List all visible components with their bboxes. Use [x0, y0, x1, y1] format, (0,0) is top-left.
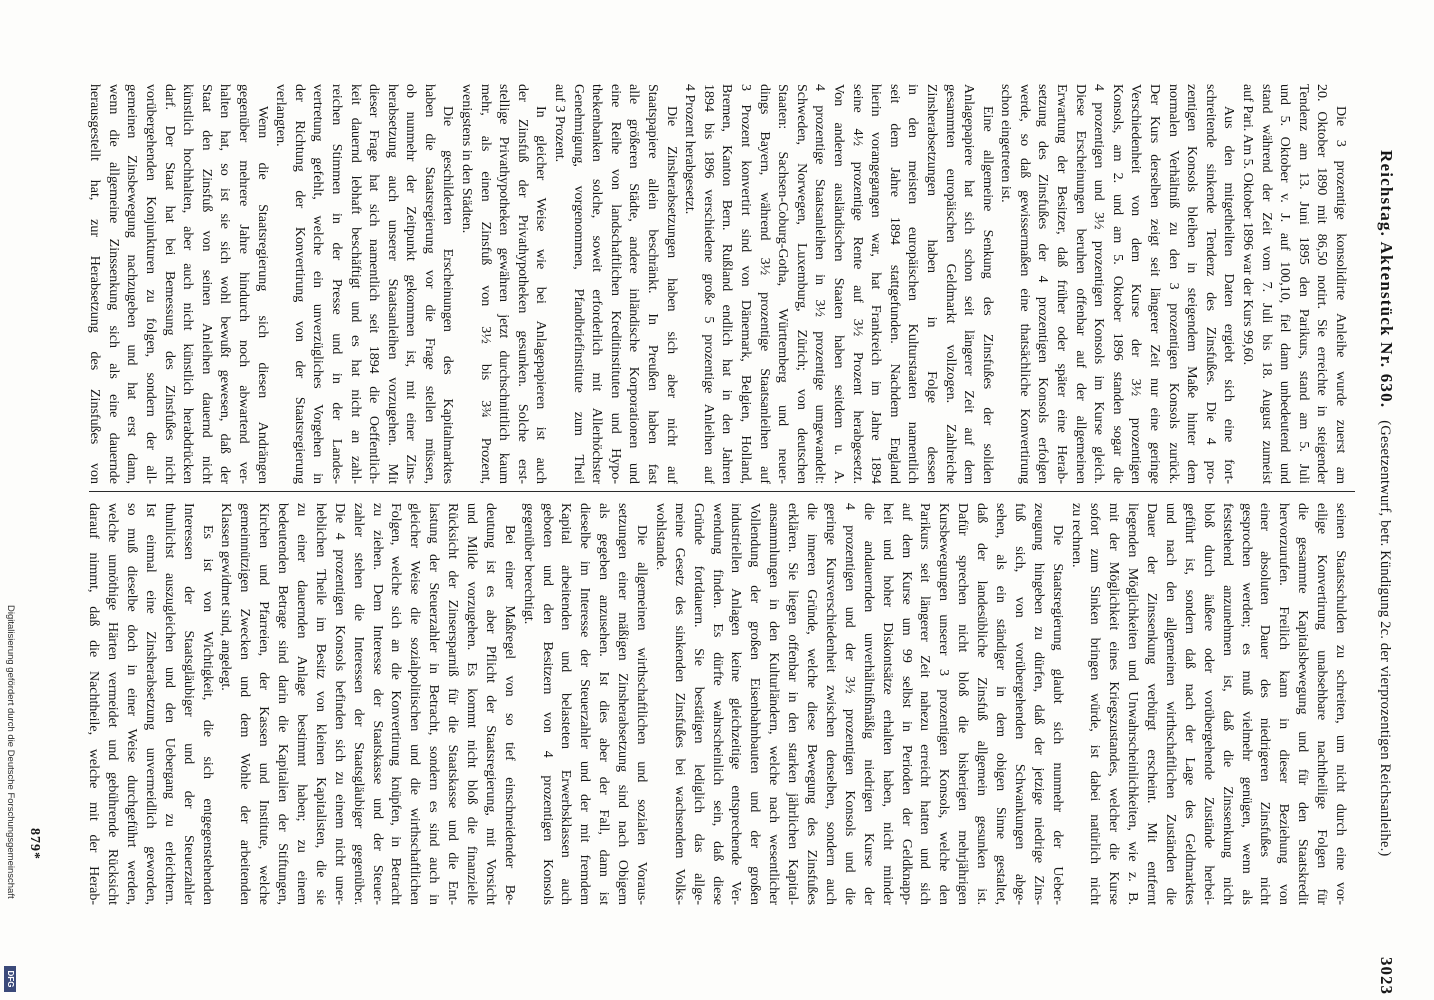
text-line: so muß dieselbe doch in einer Weise durchgeführt werden, [124, 503, 139, 905]
dfg-logo-icon: DFG [4, 966, 16, 992]
text-line: deutung ist es aber Pflicht der Staatsregierung, mit Vorsicht [482, 503, 498, 905]
text-line: Klassen gewidmet sind, angelegt. [218, 503, 234, 691]
text-line: darf. Der Staat hat bei Bemessung des Zinsfußes nicht [161, 84, 177, 484]
text-line: zahler stehen die Interessen der Staatsgläubiger gegenüber. [350, 503, 366, 905]
text-line: Vollendung der großen Eisenbahnbauten und der großen [747, 503, 763, 905]
text-line: herausgestellt hat, zur Herabsetzung des Zinsfußes von [87, 84, 103, 484]
text-line: Interessen der Staatsgläubiger und der Steuerzahler [180, 503, 196, 905]
text-line: der Richtung der Konvertirung von der Staatsregierung [291, 84, 307, 484]
text-line: vertretung gefehlt, welche ein unverzügliches Vorgehen in [310, 84, 326, 484]
text-line: Die 4 prozentigen Konsols befinden sich zu einem nicht uner- [331, 503, 347, 905]
text-line: hierin vorangegangen war, hat Frankreich im Jahre 1894 [868, 84, 884, 484]
text-line: gemeinnützigen Zwecken und dem Wohle der arbeitenden [237, 503, 253, 905]
text-line: schon eingetreten ist. [998, 84, 1014, 203]
column-divider [89, 491, 1355, 492]
text-line: alle größeren Städte, andere inländische Korporationen und [626, 84, 642, 484]
text-line: zu einer dauernden Anlage bestimmt haben; zu einem [294, 503, 310, 905]
text-line: keit dauernd lebhaft beschäftigt und es hat nicht an zahl- [347, 84, 363, 484]
text-line: Zinsherabsetzungen haben in Folge dessen [923, 84, 939, 484]
text-line: Rücksicht der Zinsersparniß für die Staatskasse und die Ent- [445, 503, 461, 905]
text-line: ob nunmehr der Zeitpunkt gekommen ist, mit einer Zins- [403, 84, 419, 484]
text-line: gegenüber berechtigt. [520, 503, 536, 625]
text-line: eine Reihe von landschaftlichen Kreditinstituten und Hypo- [607, 84, 623, 484]
text-line: und 5. Oktober v. J. auf 100,10, fiel dann unbedeutend und [1277, 84, 1293, 484]
text-line: welche unnöthige Härten vermeidet und gebührende Rücksicht [105, 503, 121, 905]
text-line: Dauer der Zinssenkung verbürgt erscheint. Mit entfernt [1144, 503, 1160, 905]
text-line: seit dem Jahre 1894 stattgefunden. Nachdem England [886, 84, 902, 484]
text-line: zu rechnen. [1068, 503, 1084, 568]
text-line: einer absoluten Dauer des niedrigeren Zinsfußes nicht [1257, 503, 1273, 905]
text-line: Dafür sprechen nicht bloß die bisherigen mehrjährigen [955, 503, 971, 905]
text-line: und Milde vorzugehen. Es kommt nicht bloß die finanzielle [464, 503, 480, 905]
text-line: schreitende sinkende Tendenz des Zinsfußes. Die 4 pro- [1202, 84, 1218, 484]
text-line: seine 4½ prozentige Rente auf 3½ Prozent herabgesetzt. [849, 84, 865, 484]
text-line: 4 prozentige Staatsanleihen in 3½ prozentige umgewandelt: [812, 84, 828, 484]
text-line: wohlstande. [652, 503, 668, 571]
text-line: 3 Prozent konvertirt sind von Dänemark, Belgien, Holland, [738, 84, 753, 484]
text-line: Tendenz am 13. Juni 1895 den Parikurs, stand am 5. Juli [1295, 84, 1311, 484]
text-line: fuß sich, von vorübergehenden Schwankungen abge- [1011, 503, 1027, 905]
text-line: thekenbanken solche, soweit erforderlich mit Allerhöchster [589, 84, 605, 484]
text-line: normalen Verhältniß zu den 3 prozentigen Konsols zurück. [1165, 84, 1181, 484]
text-line: hervorzurufen. Freilich kann in dieser Beziehung von [1276, 503, 1292, 905]
text-line: daß der landesübliche Zinsfuß allgemein gesunken ist. [974, 503, 990, 905]
paragraph [457, 84, 550, 484]
text-line: mehr, als einen Zinsfuß von 3½ bis 3¾ Prozent, [477, 84, 493, 484]
text-line: seinen Staatsschulden zu schreiten, um nicht durch eine vor- [1333, 503, 1348, 905]
text-line: In gleicher Weise wie bei Anlagepapieren ist auch [533, 106, 549, 484]
paragraph [680, 84, 996, 484]
text-line: Die 3 prozentige konsolidirte Anleihe wurde zuerst am [1333, 106, 1348, 484]
text-line: Schweden, Norwegen, Luxemburg, Zürich; von deutschen [793, 84, 809, 484]
text-line: stand während der Zeit vom 7. Juli bis 18. August zumeist [1258, 84, 1274, 484]
text-line: dieser Frage hat sich namentlich seit 1894 die Oeffentlich- [366, 84, 382, 484]
text-line: haben die Staatsregierung vor die Frage stellen müssen, [421, 84, 437, 484]
text-line: erklären. Sie liegen offenbar in den starken jährlichen Kapital- [785, 503, 801, 905]
text-line: setzung des Zinsfußes der 4 prozentigen Konsols erfolgen [1035, 84, 1051, 484]
text-line: gegenüber mehrere Jahre hindurch noch abwartend ver- [235, 84, 251, 484]
text-line: werde, so daß gewissermaßen eine thatsächliche Konvertirung [1016, 84, 1032, 484]
text-line: Eine allgemeine Senkung des Zinsfußes der soliden [979, 106, 995, 484]
text-line: setzungen einer mäßigen Zinsherabsetzung sind nach Obigem [615, 503, 631, 905]
text-line: Es ist von Wichtigkeit, die sich entgegenstehenden [199, 525, 215, 905]
text-line: in den meisten europäischen Kulturstaaten namentlich [905, 84, 921, 484]
text-line: der Zinsfuß der Privathypotheken gesunken. Solche erst- [514, 84, 530, 484]
paragraph [996, 84, 1238, 484]
text-line: wenigstens in den Städten. [459, 84, 475, 234]
text-line: herabsetzung auch unserer Staatsanleihen vorzugehen. Mit [384, 84, 400, 484]
text-line: Bremen, Kanton Bern. Rußland endlich hat in den Jahren [719, 84, 735, 484]
text-line: 20. Oktober 1890 mit 86,50 notirt. Sie erreichte in steigender [1314, 84, 1330, 484]
text-line: thunlichst auszugleichen und den Uebergang zu erleichtern. [161, 503, 177, 905]
text-line: künstlich hochhalten, aber auch nicht künstlich herabdrücken [180, 84, 196, 484]
text-line: wendung finden. Es dürfte wahrscheinlich sein, daß diese [709, 503, 725, 905]
paragraph [216, 503, 518, 905]
text-line: Die Staatsregierung glaubt sich nunmehr der Ueber- [1049, 525, 1065, 905]
page-number: 3023 [1377, 957, 1396, 995]
text-line: feststehend anzunehmen ist, daß die Zinssenkung nicht [1219, 503, 1235, 905]
text-line: liegenden Möglichkeiten und Unwahrscheinlichkeiten, wie z. B. [1125, 503, 1141, 905]
running-header [1376, 150, 1396, 995]
text-line: die gesammte Kapitalsbewegung und für den Staatskredit [1295, 503, 1311, 905]
text-line: sehen, als ein ständiger in dem obigen Sinne gestaltet, [992, 503, 1008, 905]
text-line: 4 prozentigen und der 3½ prozentigen Konsols und die [841, 503, 857, 905]
text-line: zu ziehen. Dem Interesse der Staatskasse und der Steuer- [369, 503, 385, 905]
text-line: Anlagepapiere hat sich schon seit längerer Zeit auf dem [961, 84, 977, 484]
text-line: heblichen Theile im Besitz von kleinen Kapitalisten, die sie [312, 503, 328, 905]
text-line: darauf nimmt, daß die Nachtheile, welche mit der Herab- [86, 503, 102, 905]
text-line: auf Pari. Am 5. Oktober 1896 war der Kurs 99,60. [1240, 84, 1256, 366]
text-line: 1894 bis 1896 verschiedene große 5 prozentige Anleihen auf [700, 84, 716, 484]
text-line: stellige Privathypotheken gewähren jetzt durchschnittlich kaum [496, 84, 512, 484]
text-line: gleicher Weise die sozialpolitischen und die wirthschaftlichen [407, 503, 423, 905]
text-line: geringe Kursverschiedenheit zwischen denselben, sondern auch [822, 503, 838, 905]
paragraph [518, 503, 650, 905]
text-line: Diese Erscheinungen beruhen offenbar auf der allgemeinen [1072, 84, 1088, 484]
text-line: Bei einer Maßregel von so tief einschneidender Be- [501, 525, 517, 905]
text-line: wenn die allgemeine Zinssenkung sich als eine dauernde [105, 84, 121, 484]
text-line: Die allgemeinen wirthschaftlichen und sozialen Voraus- [634, 525, 650, 905]
text-line: Staatspapiere allein beschränkt. In Preußen haben fast [645, 84, 661, 484]
text-line: eilige Konvertirung unabsehbare nachtheilige Folgen für [1314, 503, 1330, 905]
text-column-left [85, 84, 1349, 484]
text-line: 4 Prozent herabgesetzt. [682, 84, 698, 215]
text-line: dings Bayern, während 3½ prozentige Staatsanleihen auf [756, 84, 772, 484]
header-title: Reichstag. Aktenstück Nr. 630. [1377, 150, 1396, 409]
text-line: Verschiedenheit von dem Kurse der 3½ prozentigen [1128, 84, 1144, 484]
header-subtitle: (Gesetzentwurf, betr. Kündigung 2c. der vierprozentigen Reichsanleihe.) [1377, 420, 1393, 857]
text-line: die andauernden unverhältnißmäßig niedrigen Kurse der [860, 503, 876, 905]
text-line: zentigen Konsols bleiben in steigendem Maße hinter dem [1184, 84, 1200, 484]
text-line: Gründe fortdauern. Sie bestätigen lediglich das allge- [690, 503, 706, 905]
text-line: zeugung hingeben zu dürfen, daß der jetzige niedrige Zins- [1030, 503, 1046, 905]
text-line: industriellen Anlagen keine gleichzeitige entsprechende Ver- [728, 503, 744, 905]
text-line: bloß durch äußere oder vorübergehende Zustände herbei- [1200, 503, 1216, 905]
text-line: Staaten: Sachsen-Coburg-Gotha, Württemberg und neuer- [775, 84, 791, 484]
text-line: und nach den allgemeinen wirthschaftlichen Zuständen die [1162, 503, 1178, 905]
text-line: Wenn die Staatsregierung sich diesen Andrängen [254, 106, 270, 484]
text-line: Konsols, am 2. und am 5. Oktober 1896 standen sogar die [1109, 84, 1125, 484]
paragraph [650, 503, 1066, 905]
text-line: Kapital arbeitenden und belasteten Erwerbsklassen auch [558, 503, 574, 905]
text-line: heit und hoher Diskontsätze erhalten haben, nicht minder [879, 503, 895, 905]
text-line: Kursbewegungen unserer 3 prozentigen Konsols, welche den [936, 503, 952, 905]
text-line: verlangten. [273, 84, 289, 147]
text-line: geführt ist, sondern daß nach der Lage des Geldmarktes [1181, 503, 1197, 905]
text-line: Folgen, welche sich an die Konvertirung knüpfen, in Betracht [388, 503, 404, 905]
paragraph [271, 84, 457, 484]
text-line: Aus den mitgetheilten Daten ergiebt sich eine fort- [1221, 106, 1237, 484]
text-line: Von anderen ausländischen Staaten haben seitdem u. A. [830, 84, 846, 484]
text-line: lastung der Steuerzahler in Betracht, sondern es sind auch in [426, 503, 442, 905]
text-line: Staat den Zinsfuß von seinen Anleihen dauernd nicht [198, 84, 214, 484]
paragraph [549, 84, 679, 484]
text-line: gesammten europäischen Geldmarkt vollzogen. Zahlreiche [942, 84, 958, 484]
text-line: Ist einmal eine Zinsherabsetzung unvermeidlich geworden, [142, 503, 158, 905]
text-line: bedeutenden Betrage sind darin die Kapitalien der Stiftungen, [275, 503, 291, 905]
text-line: Der Kurs derselben zeigt seit längerer Zeit nur eine geringe [1147, 84, 1163, 484]
text-line: gesprochen werden; es muß vielmehr genügen, wenn als [1238, 503, 1254, 905]
text-line: die inneren Gründe, welche diese Bewegung des Zinsfußes [804, 503, 820, 905]
text-line: geboten und den Besitzern von 4 prozentigen Konsols [539, 503, 555, 905]
text-line: Erwartung der Besitzer, daß früher oder später eine Herab- [1054, 84, 1070, 484]
paragraph [1237, 84, 1349, 484]
text-line: Kirchen und Pfarreien, der Kassen und Institute, welche [256, 503, 272, 905]
digitization-note: Digitalisierung gefördert durch die Deutsche Forschungsgemeinschaft [5, 605, 16, 899]
text-column-right [83, 503, 1349, 905]
text-line: Parikurs seit längerer Zeit nahezu erreicht hatten und sich [917, 503, 933, 905]
text-line: ansammlungen in den Kulturländern, welche nach wesentlicher [766, 503, 782, 905]
text-line: mit der Möglichkeit eines Kriegszustandes, welcher die Kurse [1106, 503, 1122, 905]
paragraph [83, 503, 215, 905]
text-line: sofort zum Sinken bringen würde, ist dabei natürlich nicht [1087, 503, 1103, 905]
text-line: Die Zinsherabsetzungen haben sich aber nicht auf [663, 106, 679, 484]
signature-mark: 879* [27, 828, 42, 860]
text-line: auf 3 Prozent. [552, 84, 568, 163]
text-line: reichen Stimmen in der Presse und in der Landes- [328, 84, 344, 484]
text-line: meine Gesetz des sinkenden Zinsfußes bei wachsendem Volks- [671, 503, 687, 905]
text-line: auf dem Kurse um 99 selbst in Perioden der Geldknapp- [898, 503, 914, 905]
paragraph [85, 84, 271, 484]
text-line: gemeinen Zinsbewegung nachzugeben und hat erst dann, [124, 84, 140, 484]
text-line: Die geschilderten Erscheinungen des Kapitalmarktes [440, 106, 456, 484]
text-line: dieselbe im Interesse der Steuerzahler und der mit fremdem [577, 503, 593, 905]
text-line: als gegeben anzusehen. Ist dies aber der Fall, dann ist [596, 503, 612, 905]
text-line: 4 prozentigen und 3½ prozentigen Konsols im Kurse gleich. [1091, 84, 1107, 484]
text-line: halten hat, so ist sie sich wohl bewußt gewesen, daß der [217, 84, 233, 484]
text-line: Genehmigung, vorgenommen, Pfandbriefinstitute zum Theil [570, 84, 586, 484]
paragraph [1066, 503, 1349, 905]
text-line: vorübergehenden Konjunkturen zu folgen, sondern der all- [143, 84, 158, 484]
